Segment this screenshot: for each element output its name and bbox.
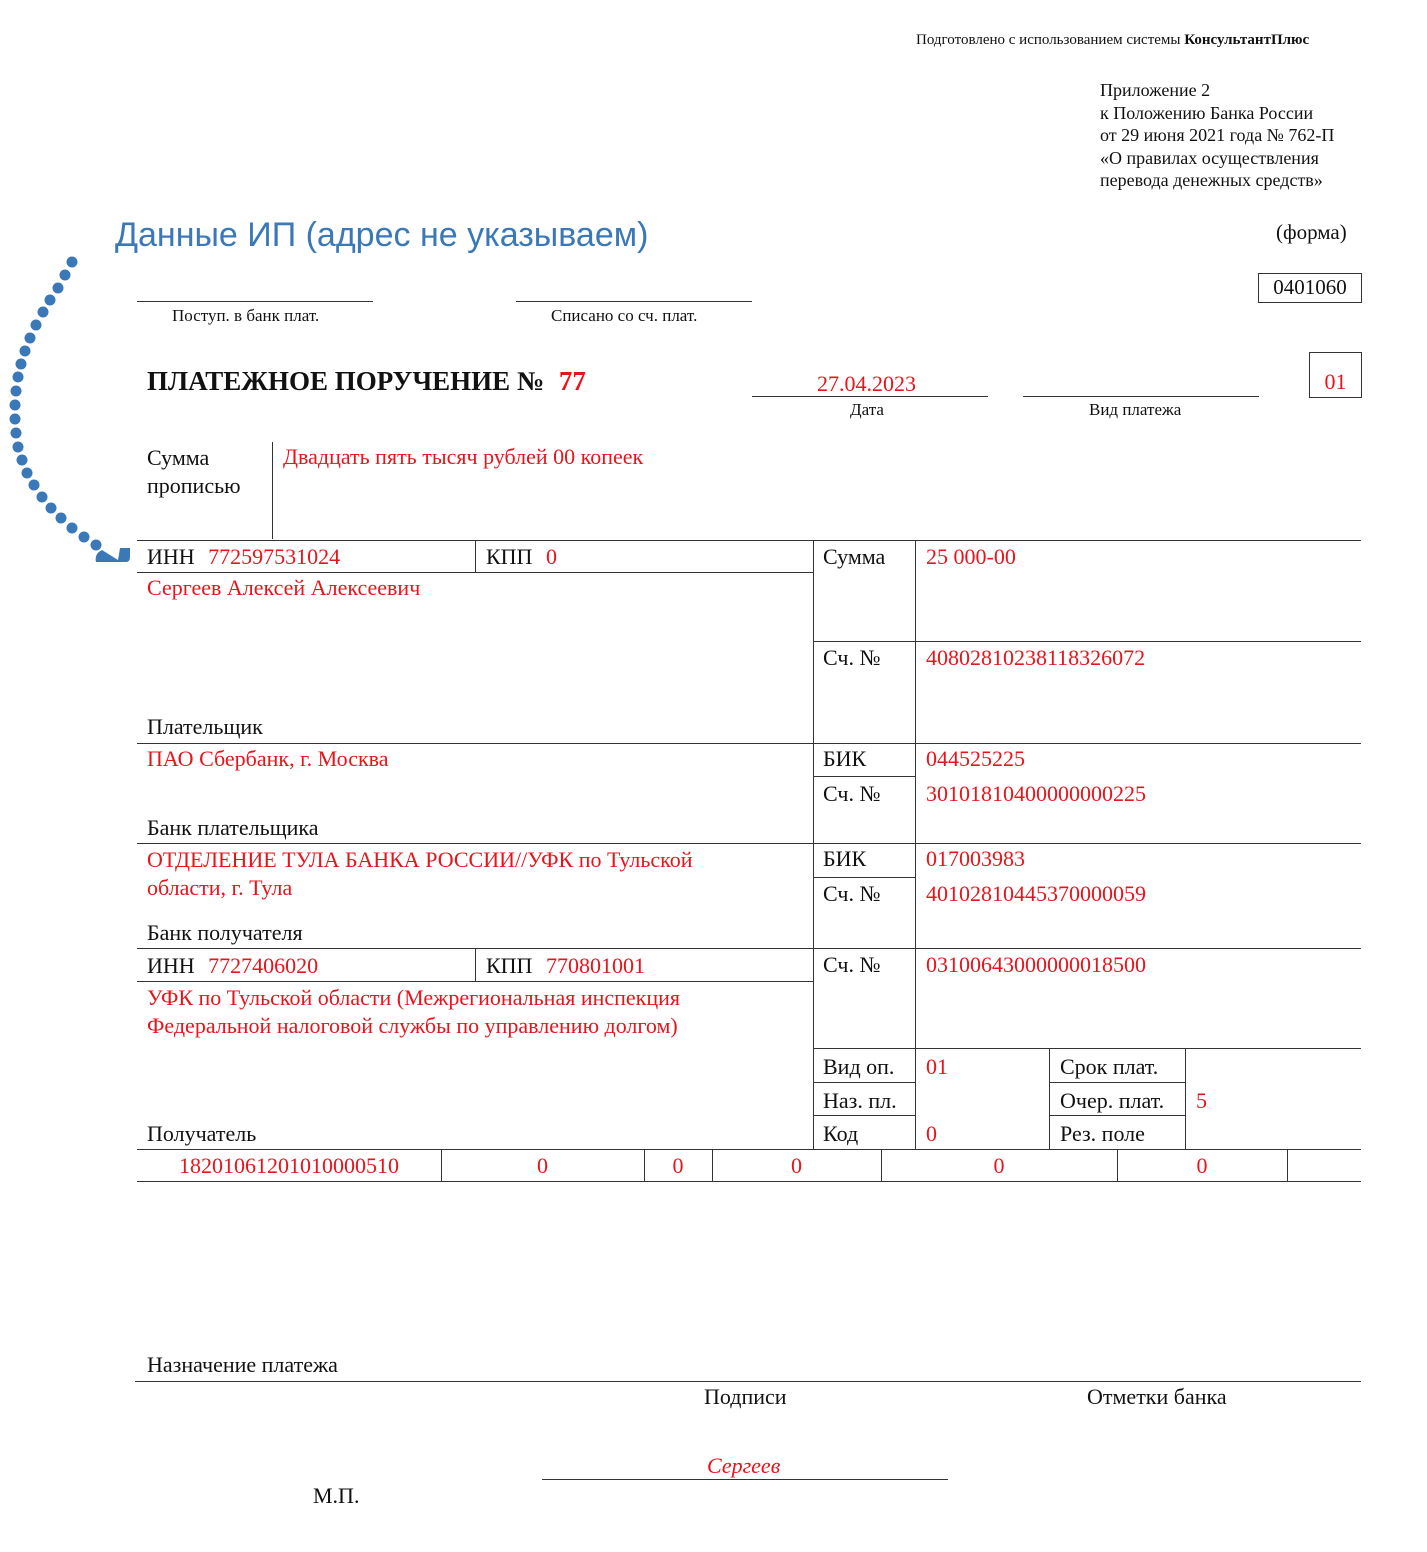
prepared-note xyxy=(916,32,1309,49)
date-label: Дата xyxy=(850,400,884,419)
grid-line xyxy=(813,1082,915,1083)
reserve-label: Рез. поле xyxy=(1060,1121,1145,1146)
budget-divider xyxy=(1287,1149,1288,1181)
prepared-system: КонсультантПлюс xyxy=(1184,32,1310,48)
title-label: ПЛАТЕЖНОЕ ПОРУЧЕНИЕ № xyxy=(147,366,545,396)
appendix-line: от 29 июня 2021 года № 762-П xyxy=(1100,125,1335,145)
signature: Сергеев xyxy=(707,1453,781,1478)
recipient-bank-name-line2: области, г. Тула xyxy=(147,875,293,900)
grid-line xyxy=(813,641,1361,642)
grid-line xyxy=(813,1048,1361,1049)
prepared-prefix: Подготовлено с использованием системы xyxy=(916,32,1181,48)
payer-bank-account-label: Сч. № xyxy=(823,781,881,806)
order-number: 77 xyxy=(558,366,586,396)
recipient-bank-name-line1: ОТДЕЛЕНИЕ ТУЛА БАНКА РОССИИ//УФК по Тульской xyxy=(147,847,693,872)
debited-line xyxy=(516,301,752,302)
code-label: Код xyxy=(823,1121,859,1146)
stamp-label: М.П. xyxy=(313,1483,360,1508)
recipient-inn-label: ИНН xyxy=(147,953,195,978)
payer-bank-name: ПАО Сбербанк, г. Москва xyxy=(147,746,389,771)
grid-line xyxy=(475,540,476,572)
appendix-line: Приложение 2 xyxy=(1100,80,1211,100)
recipient-name-line1: УФК по Тульской области (Межрегиональная инспекция xyxy=(147,985,681,1010)
grid-line xyxy=(1049,1048,1050,1150)
purpose-label: Назначение платежа xyxy=(147,1352,338,1377)
doc-number-cell: 0 xyxy=(993,1153,1005,1178)
recipient-kpp-value: 770801001 xyxy=(545,953,645,978)
priority-value: 5 xyxy=(1196,1088,1207,1113)
grid-line xyxy=(475,948,476,981)
amount-words-label xyxy=(147,444,241,500)
grid-line xyxy=(813,1115,915,1116)
grid-line xyxy=(813,540,814,1150)
purpose-line xyxy=(135,1381,1361,1382)
recipient-account-label: Сч. № xyxy=(823,952,881,977)
recipient-bank-bik-value: 017003983 xyxy=(926,846,1025,871)
kbk-cell: 18201061201010000510 xyxy=(179,1153,399,1178)
recipient-kpp xyxy=(486,953,645,979)
appendix-line: перевода денежных средств» xyxy=(1100,170,1323,190)
amount-words-label-line1: Сумма xyxy=(147,445,210,470)
grid-line xyxy=(137,981,813,982)
period-cell: 0 xyxy=(791,1153,802,1178)
signature-line xyxy=(542,1479,948,1480)
priority-label: Очер. плат. xyxy=(1060,1088,1165,1113)
op-type-value: 01 xyxy=(926,1054,948,1079)
payer-inn-label: ИНН xyxy=(147,544,195,569)
payment-type-line xyxy=(1023,396,1259,397)
payer-kpp-value: 0 xyxy=(545,544,557,569)
grid-line xyxy=(1049,1115,1185,1116)
code-value: 0 xyxy=(926,1121,937,1146)
recipient-bank-name xyxy=(147,846,692,902)
recipient-kpp-label: КПП xyxy=(486,953,533,978)
grid-line xyxy=(137,743,1361,744)
recipient-label: Получатель xyxy=(147,1121,257,1146)
status-code: 01 xyxy=(1309,352,1362,398)
sum-value: 25 000-00 xyxy=(926,544,1016,569)
payer-name: Сергеев Алексей Алексеевич xyxy=(147,575,421,600)
grid-line xyxy=(1049,1082,1185,1083)
grid-line xyxy=(137,843,1361,844)
recipient-bank-account-label: Сч. № xyxy=(823,881,881,906)
appendix-block xyxy=(1100,79,1334,192)
grid-line xyxy=(915,540,916,1150)
op-type-label: Вид оп. xyxy=(823,1054,895,1079)
received-line xyxy=(137,301,373,302)
basis-cell: 0 xyxy=(672,1153,684,1178)
amount-words-label-line2: прописью xyxy=(147,473,241,498)
payer-inn-value: 772597531024 xyxy=(208,544,341,569)
form-label: (форма) xyxy=(1276,220,1347,244)
recipient-inn xyxy=(147,953,318,979)
recipient-bank-bik-label: БИК xyxy=(823,846,867,871)
grid-line xyxy=(137,540,1361,541)
amount-words-value: Двадцать пять тысяч рублей 00 копеек xyxy=(283,444,644,469)
amount-words-divider xyxy=(272,442,273,539)
recipient-bank-label: Банк получателя xyxy=(147,920,303,945)
grid-line xyxy=(137,1149,1361,1150)
annotation-dotted-arrow xyxy=(0,250,140,590)
payer-bank-account-value: 30101810400000000225 xyxy=(926,781,1146,806)
recipient-bank-account-value: 40102810445370000059 xyxy=(926,881,1146,906)
page-title xyxy=(147,366,586,397)
recipient-name-line2: Федеральной налоговой службы по управлению долгом) xyxy=(147,1013,678,1038)
payer-kpp-label: КПП xyxy=(486,544,533,569)
grid-line xyxy=(137,948,1361,949)
grid-line xyxy=(813,877,915,878)
payment-type-label: Вид платежа xyxy=(1089,400,1182,419)
payer-label: Плательщик xyxy=(147,714,263,739)
grid-line xyxy=(137,1181,1361,1182)
order-date: 27.04.2023 xyxy=(817,371,916,396)
payer-bank-bik-label: БИК xyxy=(823,746,867,771)
recipient-account-value: 03100643000000018500 xyxy=(926,952,1146,977)
payer-bank-bik-value: 044525225 xyxy=(926,746,1025,771)
oktmo-cell: 0 xyxy=(537,1153,548,1178)
debited-label: Списано со сч. плат. xyxy=(551,306,698,325)
recipient-name xyxy=(147,984,680,1040)
annotation-text: Данные ИП (адрес не указываем) xyxy=(115,216,649,254)
payer-kpp xyxy=(486,544,557,570)
payer-account-value: 40802810238118326072 xyxy=(926,645,1146,670)
deadline-label: Срок плат. xyxy=(1060,1054,1159,1079)
form-code: 0401060 xyxy=(1258,273,1362,303)
recipient-inn-value: 7727406020 xyxy=(208,953,319,978)
date-line xyxy=(752,396,988,397)
purpose-code-label: Наз. пл. xyxy=(823,1088,897,1113)
payer-inn xyxy=(147,544,340,570)
grid-line xyxy=(137,572,813,573)
payer-account-label: Сч. № xyxy=(823,645,881,670)
appendix-line: к Положению Банка России xyxy=(1100,102,1314,123)
signatures-label: Подписи xyxy=(704,1384,787,1409)
received-label: Поступ. в банк плат. xyxy=(172,306,320,325)
grid-line xyxy=(813,776,915,777)
bank-marks-label: Отметки банка xyxy=(1087,1384,1227,1409)
payer-bank-label: Банк плательщика xyxy=(147,815,319,840)
grid-line xyxy=(1185,1048,1186,1150)
appendix-line: «О правилах осуществления xyxy=(1100,147,1319,168)
doc-date-cell: 0 xyxy=(1196,1153,1208,1178)
sum-label: Сумма xyxy=(823,544,886,569)
